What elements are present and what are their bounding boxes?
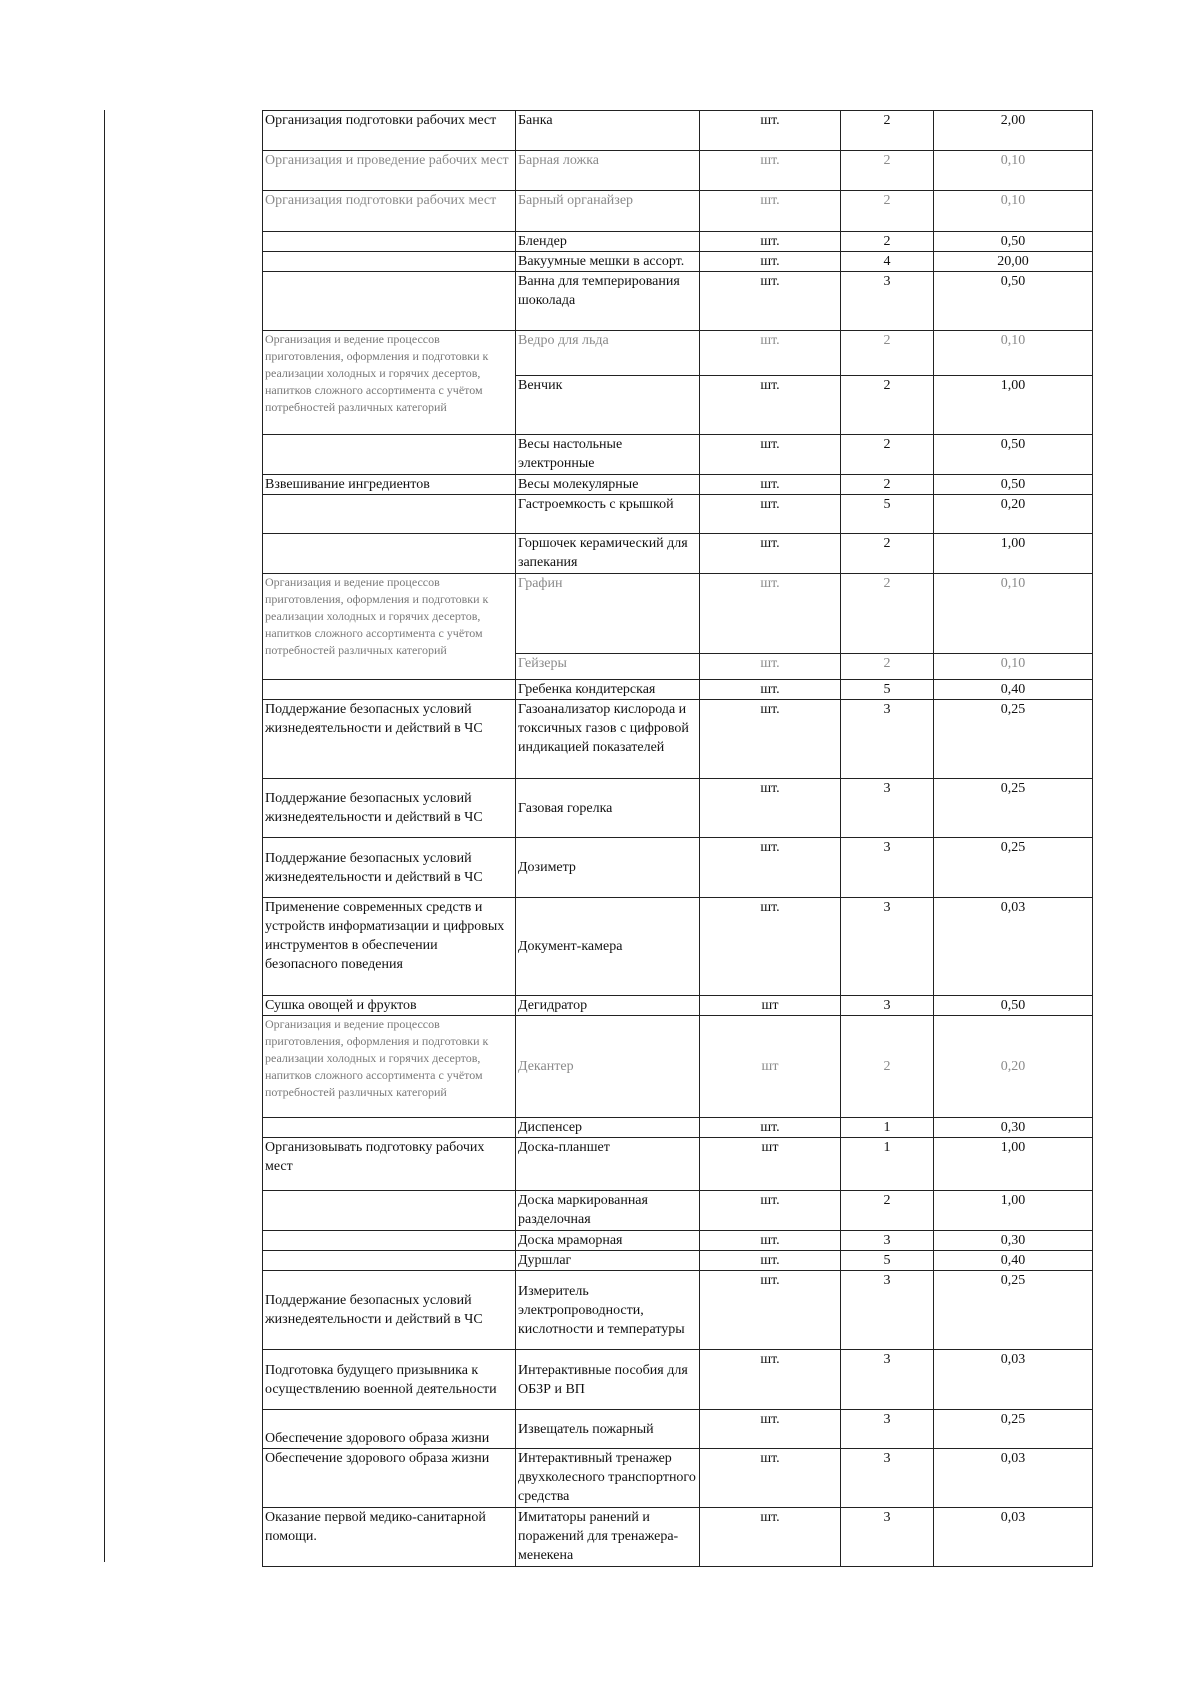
table-row	[263, 232, 1093, 252]
price-cell: 1,00	[934, 534, 1093, 574]
activity-cell: Организация подготовки рабочих мест	[263, 191, 516, 232]
price-cell: 0,50	[934, 272, 1093, 331]
item-cell: Интерактивные пособия для ОБЗР и ВП	[516, 1350, 700, 1410]
qty-cell: 1	[841, 1118, 934, 1138]
unit-cell: шт.	[700, 654, 841, 680]
activity-cell	[263, 680, 516, 700]
activity-cell: Организация и ведение процессов приготовления, оформления и подготовки к реализации холодных и горячих десертов, напитков сложного ассортимента с учётом потребностей различных категорий	[263, 331, 516, 435]
table-row	[263, 495, 1093, 534]
unit-cell: шт.	[700, 838, 841, 898]
qty-cell: 2	[841, 654, 934, 680]
qty-cell: 2	[841, 331, 934, 376]
unit-cell: шт.	[700, 1410, 841, 1449]
table-row	[263, 475, 1093, 495]
unit-cell: шт.	[700, 1231, 841, 1251]
price-cell: 0,40	[934, 1251, 1093, 1271]
table-row	[263, 1191, 1093, 1231]
activity-cell	[263, 495, 516, 534]
table-row	[263, 1508, 1093, 1567]
table-row	[263, 331, 1093, 376]
item-cell: Имитаторы ранений и поражений для тренажера-менекена	[516, 1508, 700, 1567]
activity-cell: Поддержание безопасных условий жизнедеятельности и действий в ЧС	[263, 700, 516, 779]
item-cell: Измеритель электропроводности, кислотности и температуры	[516, 1271, 700, 1350]
table-row	[263, 1016, 1093, 1118]
item-cell: Дозиметр	[516, 838, 700, 898]
unit-cell: шт	[700, 1138, 841, 1191]
table-row	[263, 191, 1093, 232]
unit-cell: шт.	[700, 495, 841, 534]
price-cell: 0,20	[934, 495, 1093, 534]
price-cell: 0,03	[934, 898, 1093, 996]
unit-cell: шт.	[700, 272, 841, 331]
price-cell: 2,00	[934, 111, 1093, 151]
qty-cell: 2	[841, 574, 934, 654]
unit-cell: шт.	[700, 151, 841, 191]
unit-cell: шт.	[700, 191, 841, 232]
unit-cell: шт.	[700, 534, 841, 574]
item-cell: Горшочек керамический для запекания	[516, 534, 700, 574]
item-cell: Гастроемкость с крышкой	[516, 495, 700, 534]
item-cell: Доска маркированная разделочная	[516, 1191, 700, 1231]
price-cell: 0,50	[934, 996, 1093, 1016]
activity-cell	[263, 1191, 516, 1231]
activity-cell: Применение современных средств и устройств информатизации и цифровых инструментов в обеспечении безопасного поведения	[263, 898, 516, 996]
unit-cell: шт	[700, 1016, 841, 1118]
unit-cell: шт.	[700, 574, 841, 654]
price-cell: 0,30	[934, 1231, 1093, 1251]
qty-cell: 2	[841, 191, 934, 232]
activity-cell: Обеспечение здорового образа жизни	[263, 1410, 516, 1449]
qty-cell: 1	[841, 1138, 934, 1191]
qty-cell: 2	[841, 376, 934, 435]
item-cell: Дуршлаг	[516, 1251, 700, 1271]
qty-cell: 2	[841, 534, 934, 574]
table-row	[263, 1271, 1093, 1350]
activity-cell: Организация и ведение процессов приготовления, оформления и подготовки к реализации холодных и горячих десертов, напитков сложного ассортимента с учётом потребностей различных категорий	[263, 574, 516, 680]
table-row	[263, 111, 1093, 151]
price-cell: 0,10	[934, 191, 1093, 232]
price-cell: 20,00	[934, 252, 1093, 272]
table-row	[263, 1350, 1093, 1410]
qty-cell: 3	[841, 779, 934, 838]
activity-cell: Поддержание безопасных условий жизнедеятельности и действий в ЧС	[263, 838, 516, 898]
item-cell: Весы молекулярные	[516, 475, 700, 495]
unit-cell: шт.	[700, 331, 841, 376]
qty-cell: 3	[841, 996, 934, 1016]
activity-cell	[263, 252, 516, 272]
activity-cell	[263, 1231, 516, 1251]
unit-cell: шт.	[700, 111, 841, 151]
table-row	[263, 680, 1093, 700]
item-cell: Дегидратор	[516, 996, 700, 1016]
unit-cell: шт.	[700, 1118, 841, 1138]
item-cell: Блендер	[516, 232, 700, 252]
item-cell: Вакуумные мешки в ассорт.	[516, 252, 700, 272]
price-cell: 0,50	[934, 435, 1093, 475]
activity-cell: Обеспечение здорового образа жизни	[263, 1449, 516, 1508]
unit-cell: шт.	[700, 1449, 841, 1508]
price-cell: 0,10	[934, 574, 1093, 654]
qty-cell: 3	[841, 838, 934, 898]
qty-cell: 3	[841, 1231, 934, 1251]
price-cell: 1,00	[934, 1138, 1093, 1191]
price-cell: 0,10	[934, 654, 1093, 680]
unit-cell: шт.	[700, 475, 841, 495]
qty-cell: 2	[841, 1191, 934, 1231]
qty-cell: 4	[841, 252, 934, 272]
item-cell: Банка	[516, 111, 700, 151]
qty-cell: 3	[841, 1410, 934, 1449]
item-cell: Ванна для темперирования шоколада	[516, 272, 700, 331]
price-cell: 0,50	[934, 232, 1093, 252]
item-cell: Газовая горелка	[516, 779, 700, 838]
table-row	[263, 779, 1093, 838]
activity-cell	[263, 435, 516, 475]
activity-cell: Организация и проведение рабочих мест	[263, 151, 516, 191]
unit-cell: шт	[700, 996, 841, 1016]
table-row	[263, 534, 1093, 574]
item-cell: Извещатель пожарный	[516, 1410, 700, 1449]
qty-cell: 2	[841, 111, 934, 151]
qty-cell: 3	[841, 700, 934, 779]
item-cell: Графин	[516, 574, 700, 654]
table-row	[263, 151, 1093, 191]
activity-cell	[263, 232, 516, 252]
activity-cell: Организация и ведение процессов приготовления, оформления и подготовки к реализации холодных и горячих десертов, напитков сложного ассортимента с учётом потребностей различных категорий	[263, 1016, 516, 1118]
item-cell: Интерактивный тренажер двухколесного транспортного средства	[516, 1449, 700, 1508]
price-cell: 0,25	[934, 838, 1093, 898]
price-cell: 0,10	[934, 331, 1093, 376]
qty-cell: 2	[841, 151, 934, 191]
table-row	[263, 1231, 1093, 1251]
table-row	[263, 838, 1093, 898]
activity-cell: Поддержание безопасных условий жизнедеятельности и действий в ЧС	[263, 779, 516, 838]
item-cell: Доска мраморная	[516, 1231, 700, 1251]
item-cell: Декантер	[516, 1016, 700, 1118]
table-row	[263, 574, 1093, 654]
price-cell: 0,30	[934, 1118, 1093, 1138]
unit-cell: шт.	[700, 680, 841, 700]
price-cell: 1,00	[934, 1191, 1093, 1231]
table-row	[263, 1410, 1093, 1449]
activity-cell: Оказание первой медико-санитарной помощи.	[263, 1508, 516, 1567]
item-cell: Венчик	[516, 376, 700, 435]
item-cell: Газоанализатор кислорода и токсичных газов с цифровой индикацией показателей	[516, 700, 700, 779]
table-row	[263, 272, 1093, 331]
unit-cell: шт.	[700, 376, 841, 435]
qty-cell: 3	[841, 1350, 934, 1410]
activity-cell: Подготовка будущего призывника к осуществлению военной деятельности	[263, 1350, 516, 1410]
unit-cell: шт.	[700, 779, 841, 838]
activity-cell	[263, 1251, 516, 1271]
qty-cell: 2	[841, 1016, 934, 1118]
activity-cell: Сушка овощей и фруктов	[263, 996, 516, 1016]
price-cell: 0,25	[934, 700, 1093, 779]
table-row	[263, 996, 1093, 1016]
item-cell: Барная ложка	[516, 151, 700, 191]
price-cell: 0,25	[934, 779, 1093, 838]
activity-cell	[263, 272, 516, 331]
item-cell: Доска-планшет	[516, 1138, 700, 1191]
price-cell: 0,03	[934, 1350, 1093, 1410]
item-cell: Весы настольные электронные	[516, 435, 700, 475]
unit-cell: шт.	[700, 1508, 841, 1567]
price-cell: 0,03	[934, 1508, 1093, 1567]
activity-cell	[263, 1118, 516, 1138]
unit-cell: шт.	[700, 1271, 841, 1350]
unit-cell: шт.	[700, 252, 841, 272]
qty-cell: 3	[841, 1449, 934, 1508]
activity-cell: Взвешивание ингредиентов	[263, 475, 516, 495]
table-row	[263, 700, 1093, 779]
table-row	[263, 1251, 1093, 1271]
qty-cell: 3	[841, 1271, 934, 1350]
activity-cell: Организовывать подготовку рабочих мест	[263, 1138, 516, 1191]
table-row	[263, 252, 1093, 272]
unit-cell: шт.	[700, 1251, 841, 1271]
qty-cell: 5	[841, 1251, 934, 1271]
qty-cell: 2	[841, 232, 934, 252]
unit-cell: шт.	[700, 700, 841, 779]
qty-cell: 3	[841, 1508, 934, 1567]
price-cell: 0,03	[934, 1449, 1093, 1508]
price-cell: 0,25	[934, 1271, 1093, 1350]
activity-cell: Поддержание безопасных условий жизнедеятельности и действий в ЧС	[263, 1271, 516, 1350]
price-cell: 0,10	[934, 151, 1093, 191]
table-row	[263, 435, 1093, 475]
qty-cell: 2	[841, 475, 934, 495]
qty-cell: 3	[841, 272, 934, 331]
table-row	[263, 1449, 1093, 1508]
price-cell: 1,00	[934, 376, 1093, 435]
item-cell: Ведро для льда	[516, 331, 700, 376]
price-cell: 0,25	[934, 1410, 1093, 1449]
activity-cell	[263, 534, 516, 574]
left-margin-line	[104, 110, 105, 1562]
item-cell: Барный органайзер	[516, 191, 700, 232]
price-cell: 0,20	[934, 1016, 1093, 1118]
item-cell: Гейзеры	[516, 654, 700, 680]
unit-cell: шт.	[700, 1191, 841, 1231]
equipment-table	[262, 110, 1093, 1567]
activity-cell: Организация подготовки рабочих мест	[263, 111, 516, 151]
qty-cell: 5	[841, 495, 934, 534]
qty-cell: 3	[841, 898, 934, 996]
unit-cell: шт.	[700, 232, 841, 252]
table-row	[263, 1118, 1093, 1138]
table-row	[263, 1138, 1093, 1191]
item-cell: Диспенсер	[516, 1118, 700, 1138]
qty-cell: 5	[841, 680, 934, 700]
item-cell: Документ-камера	[516, 898, 700, 996]
price-cell: 0,40	[934, 680, 1093, 700]
unit-cell: шт.	[700, 1350, 841, 1410]
unit-cell: шт.	[700, 898, 841, 996]
item-cell: Гребенка кондитерская	[516, 680, 700, 700]
table-row	[263, 898, 1093, 996]
price-cell: 0,50	[934, 475, 1093, 495]
unit-cell: шт.	[700, 435, 841, 475]
qty-cell: 2	[841, 435, 934, 475]
